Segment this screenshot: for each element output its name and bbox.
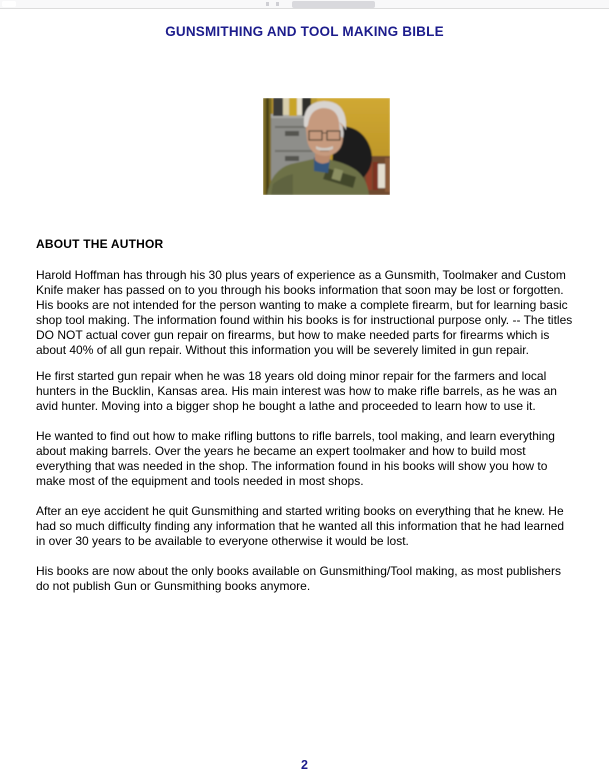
author-photo [263,98,390,195]
viewer-mark [276,2,279,6]
viewer-chrome [0,0,609,9]
viewer-corner-fragment [2,1,16,7]
paragraph: After an eye accident he quit Gunsmithing and started writing books on everything that he knew. He had so much difficulty finding any information that he wanted all this information that he had learned in over 30 years to be available to everyone otherwise it would be lost. [36,504,565,548]
page-title: GUNSMITHING AND TOOL MAKING BIBLE [165,24,444,39]
viewer-mark [266,2,269,6]
scrollbar-thumb[interactable] [292,1,375,8]
section-heading: ABOUT THE AUTHOR [36,237,164,251]
paragraph: His books are now about the only books available on Gunsmithing/Tool making, as most publishers do not publish Gun or Gunsmithing books anymore. [36,564,561,593]
photo-face [304,101,346,156]
paragraph: He first started gun repair when he was 18 years old doing minor repair for the farmers and local hunters in the Bucklin, Kansas area. His main interest was how to make rifle barrels, as he was an avid hunter. Moving into a bigger shop he bought a lathe and proceeded to learn how to use it. [36,369,557,413]
page-number: 2 [301,758,308,772]
paragraph: Harold Hoffman has through his 30 plus years of experience as a Gunsmith, Toolmaker and Custom Knife maker has passed on to you through his books information that soon may be lost or forgotten. His books are not intended for the person wanting to make a complete firearm, but for learning basic shop tool making. The information found within his books is for instructional purpose only. -- The titles DO NOT actual cover gun repair on firearms, but how to make needed parts for firearms which is about 40% of all gun repair. Without this information you will be severely limited in gun repair. [36,268,573,357]
paragraph: He wanted to find out how to make rifling buttons to rifle barrels, tool making, and learn everything about making barrels. Over the years he became an expert toolmaker and how to build most everything that was needed in the shop. The information found in his books will show you how to make most of the equipment and tools needed in most shops. [36,429,555,488]
